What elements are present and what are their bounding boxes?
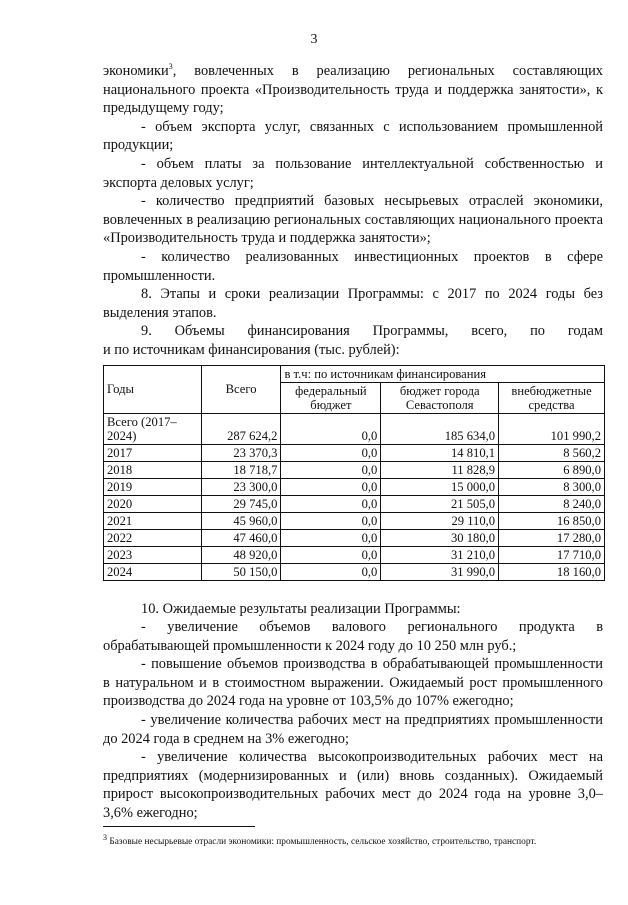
cell-total: 23 370,3: [201, 444, 281, 461]
cell-extra: 8 560,2: [499, 444, 605, 461]
cell-total: 23 300,0: [201, 478, 281, 495]
section-9-line-1: 9. Объемы финансирования Программы, всего, по годам: [141, 323, 603, 340]
section-9-line-2: и по источникам финансирования (тыс. рублей):: [103, 341, 400, 358]
bullet-investment-projects: - количество реализованных инвестиционных проектов в сфере промышленности.: [103, 248, 603, 284]
cell-city: 21 505,0: [381, 495, 499, 512]
cell-extra: 8 240,0: [499, 495, 605, 512]
cell-federal: 0,0: [281, 495, 381, 512]
cell-year: 2018: [104, 461, 202, 478]
cell-year: 2022: [104, 529, 202, 546]
cell-extra: 8 300,0: [499, 478, 605, 495]
cell-extra: 17 710,0: [499, 546, 605, 563]
cell-extra: 101 990,2: [499, 413, 605, 444]
section-10-heading: 10. Ожидаемые результаты реализации Программы:: [141, 600, 461, 617]
cell-city: 11 828,9: [381, 461, 499, 478]
cell-year: 2023: [104, 546, 202, 563]
footnote-reference: 3: [168, 62, 173, 72]
footnote-text: Базовые несырьевые отрасли экономики: промышленность, сельское хозяйство, строительство, транспорт.: [107, 837, 537, 847]
section-8-stages: 8. Этапы и сроки реализации Программы: с 2017 по 2024 годы без выделения этапов.: [103, 286, 603, 321]
cell-total: 48 920,0: [201, 546, 281, 563]
cell-year: Всего (2017–2024): [104, 413, 202, 444]
cell-city: 14 810,1: [381, 444, 499, 461]
intro-continuation-word: экономики: [103, 63, 169, 79]
table-row: [104, 461, 605, 478]
bullet-ip-payments: - объем платы за пользование интеллектуальной собственностью и экспорта деловых услуг;: [103, 155, 603, 191]
cell-total: 287 624,2: [201, 413, 281, 444]
result-jobs-growth: - увеличение количества рабочих мест на предприятиях промышленности до 2024 года в среднем на 3% ежегодно;: [103, 712, 603, 747]
cell-extra: 6 890,0: [499, 461, 605, 478]
table-row: [104, 495, 605, 512]
table-row: [104, 444, 605, 461]
cell-federal: 0,0: [281, 478, 381, 495]
bullet-export-services: - объем экспорта услуг, связанных с использованием промышленной продукции;: [103, 118, 603, 154]
table-row: [104, 512, 605, 529]
cell-city: 185 634,0: [381, 413, 499, 444]
cell-extra: 18 160,0: [499, 563, 605, 580]
table-row: [104, 563, 605, 580]
cell-city: 30 180,0: [381, 529, 499, 546]
header-city-budget: бюджет города Севастополя: [381, 382, 499, 413]
footnote-separator: [103, 826, 255, 827]
cell-year: 2017: [104, 444, 202, 461]
cell-city: 31 210,0: [381, 546, 499, 563]
result-grp-growth: - увеличение объемов валового регионального продукта в обрабатывающей промышленности к 2024 году до 10 250 млн руб.;: [103, 619, 603, 654]
financing-rows: [104, 413, 605, 580]
result-production-growth: - повышение объемов производства в обрабатывающей промышленности в натуральном и в стоимостном выражении. Ожидаемый рост промышленного производства до 2024 года на уровне от 103,5% до 107% ежегодно;: [103, 656, 603, 710]
cell-total: 45 960,0: [201, 512, 281, 529]
cell-total: 18 718,7: [201, 461, 281, 478]
table-row: [104, 529, 605, 546]
header-federal-budget: федеральный бюджет: [281, 382, 381, 413]
header-extrabudgetary: внебюджетные средства: [499, 382, 605, 413]
intro-paragraph: [103, 62, 603, 118]
table-row: [104, 478, 605, 495]
bullet-enterprises-count: - количество предприятий базовых несырьевых отраслей экономики, вовлеченных в реализацию региональных составляющих национального проекта «Производительность труда и поддержка занятости»;: [103, 193, 603, 247]
cell-year: 2019: [104, 478, 202, 495]
cell-total: 47 460,0: [201, 529, 281, 546]
cell-total: 29 745,0: [201, 495, 281, 512]
cell-city: 15 000,0: [381, 478, 499, 495]
financing-table: [103, 365, 605, 581]
header-sources-group: в т.ч: по источникам финансирования: [281, 365, 605, 382]
cell-extra: 17 280,0: [499, 529, 605, 546]
cell-federal: 0,0: [281, 563, 381, 580]
cell-federal: 0,0: [281, 413, 381, 444]
cell-year: 2024: [104, 563, 202, 580]
page-number: 3: [310, 32, 318, 47]
cell-federal: 0,0: [281, 529, 381, 546]
header-years: Годы: [104, 365, 202, 413]
document-body: [103, 62, 603, 823]
cell-total: 50 150,0: [201, 563, 281, 580]
cell-federal: 0,0: [281, 461, 381, 478]
footnote-marker: 3: [103, 832, 107, 842]
header-total: Всего: [201, 365, 281, 413]
cell-city: 31 990,0: [381, 563, 499, 580]
cell-federal: 0,0: [281, 444, 381, 461]
cell-year: 2021: [104, 512, 202, 529]
table-row: [104, 413, 605, 444]
intro-continuation-text: , вовлеченных в реализацию региональных составляющих национального проекта «Производительность труда и поддержка занятости», к предыдущему году;: [103, 63, 603, 117]
cell-city: 29 110,0: [381, 512, 499, 529]
cell-federal: 0,0: [281, 546, 381, 563]
result-high-productivity-jobs: - увеличение количества высокопроизводительных рабочих мест на предприятиях (модернизированных и (или) вновь созданных). Ожидаемый прирост высокопроизводительных рабочих мест до 2024 года на уровне 3,0–3,6% ежегодно;: [103, 749, 603, 822]
footnote: [103, 832, 613, 848]
cell-year: 2020: [104, 495, 202, 512]
cell-federal: 0,0: [281, 512, 381, 529]
table-row: [104, 546, 605, 563]
cell-extra: 16 850,0: [499, 512, 605, 529]
